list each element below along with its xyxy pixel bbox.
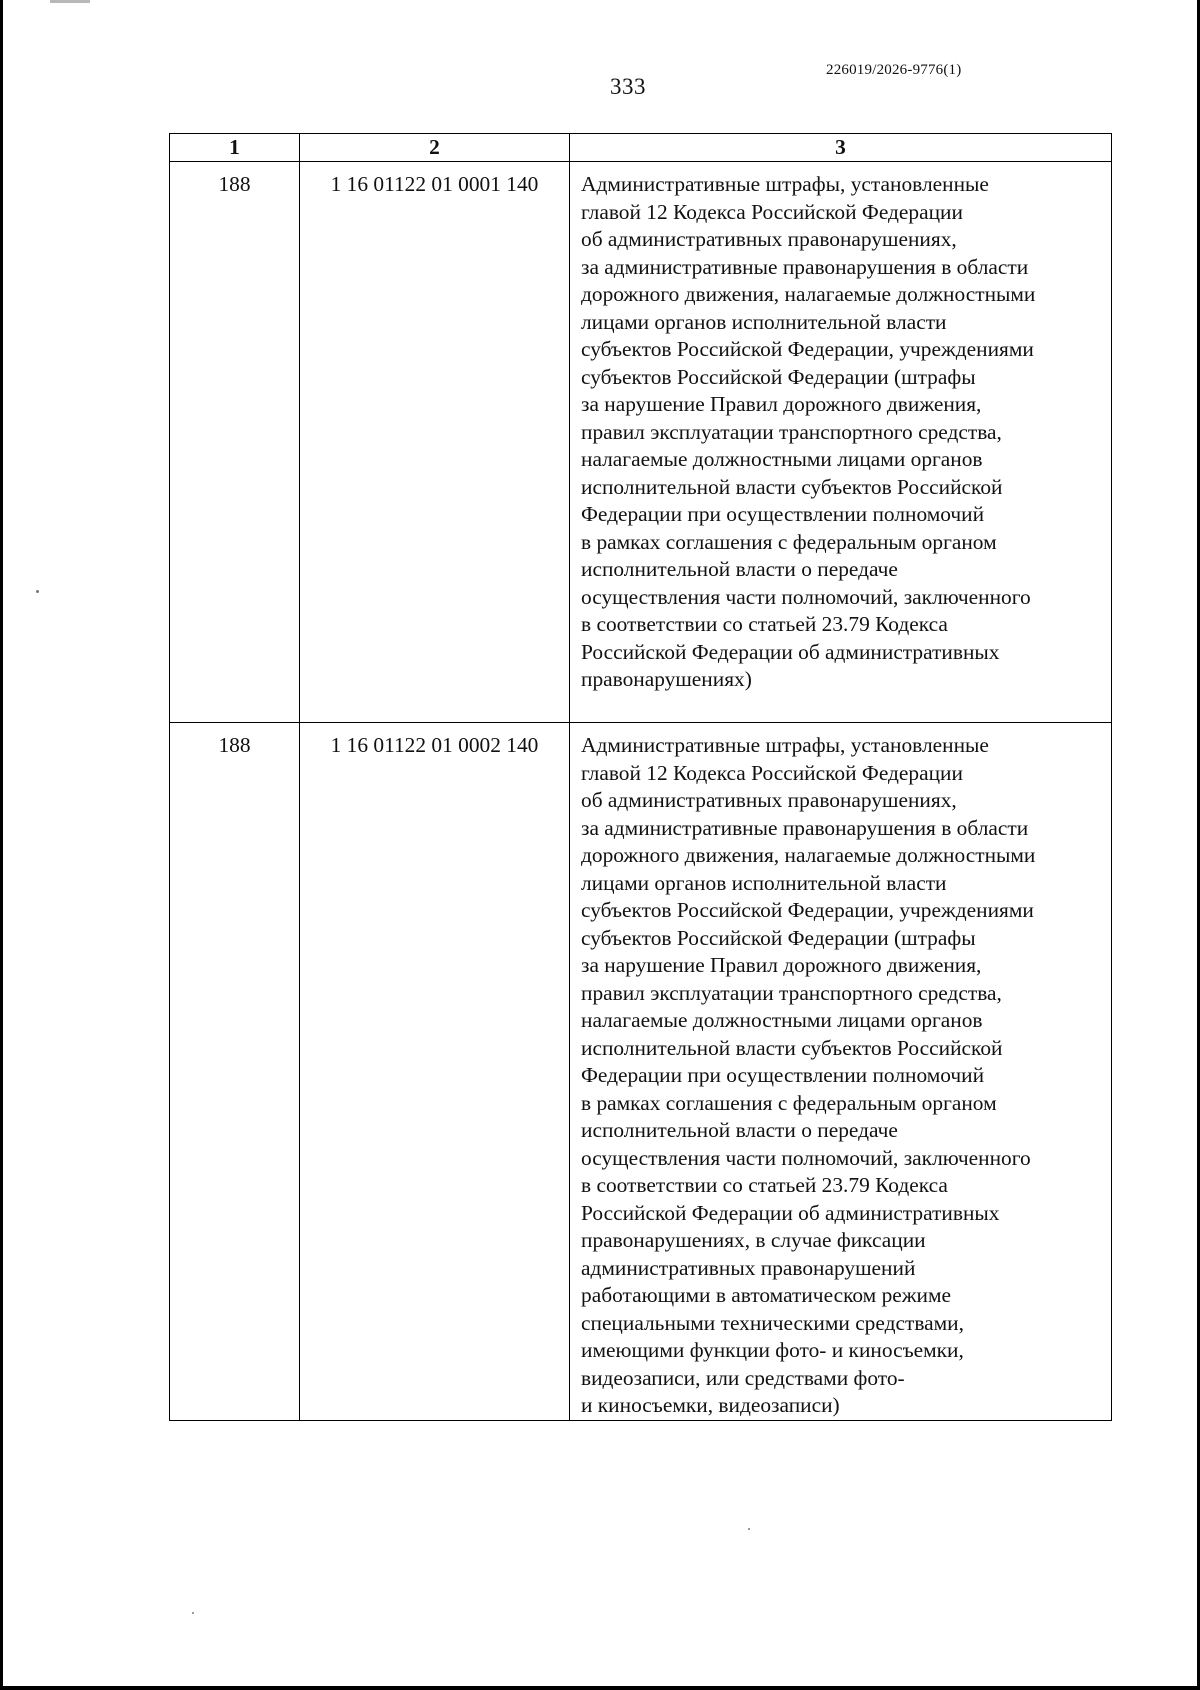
- description-line: лицами органов исполнительной власти: [581, 870, 947, 895]
- description-line: дорожного движения, налагаемые должностными: [581, 282, 1036, 306]
- description-cell: [570, 162, 1112, 723]
- column-header-1: 1: [170, 134, 300, 162]
- description-line: субъектов Российской Федерации (штрафы: [581, 925, 976, 950]
- description-line: за административные правонарушения в области: [581, 254, 1029, 279]
- description-line: в рамках соглашения с федеральным органом: [581, 529, 997, 554]
- description-line: в соответствии со статьей 23.79 Кодекса: [581, 1173, 948, 1197]
- description-line: в соответствии со статьей 23.79 Кодекса: [581, 612, 948, 636]
- table-header-row: [170, 134, 1112, 162]
- kbk-code-cell: 1 16 01122 01 0001 140: [300, 162, 570, 723]
- description-line: административных правонарушений: [581, 1255, 916, 1280]
- description-line: правонарушениях, в случае фиксации: [581, 1228, 926, 1252]
- description-line: Федерации при осуществлении полномочий: [581, 1063, 985, 1087]
- document-code: 226019/2026-9776(1): [826, 62, 962, 78]
- page-number: 333: [610, 74, 646, 99]
- table-row: [170, 723, 1112, 1421]
- description-line: налагаемые должностными лицами органов: [581, 447, 983, 471]
- scan-speck: [192, 1612, 194, 1614]
- description-line: Российской Федерации об административных: [581, 1200, 1000, 1225]
- description-line: за административные правонарушения в области: [581, 815, 1029, 840]
- description-text: [581, 732, 1105, 1420]
- description-line: в рамках соглашения с федеральным органом: [581, 1090, 997, 1115]
- description-text: [581, 171, 1105, 694]
- description-line: Российской Федерации об административных: [581, 639, 1000, 664]
- description-line: правил эксплуатации транспортного средства,: [581, 419, 1002, 444]
- description-line: налагаемые должностными лицами органов: [581, 1008, 983, 1032]
- description-line: главой 12 Кодекса Российской Федерации: [581, 199, 963, 224]
- description-line: осуществления части полномочий, заключенного: [581, 1145, 1031, 1170]
- description-line: работающими в автоматическом режиме: [581, 1283, 952, 1307]
- kbk-code-cell: 1 16 01122 01 0002 140: [300, 723, 570, 1421]
- description-line: исполнительной власти о передаче: [581, 557, 898, 581]
- scan-speck: [748, 1528, 750, 1530]
- description-line: субъектов Российской Федерации, учреждениями: [581, 337, 1034, 361]
- description-line: субъектов Российской Федерации, учреждениями: [581, 898, 1034, 922]
- description-line: дорожного движения, налагаемые должностными: [581, 843, 1036, 867]
- description-line: и киносъемки, видеозаписи): [581, 1393, 840, 1417]
- description-cell: [570, 723, 1112, 1421]
- description-line: Административные штрафы, установленные: [581, 172, 989, 196]
- document-table: [169, 133, 1112, 1421]
- description-line: имеющими функции фото- и киносъемки,: [581, 1338, 964, 1362]
- description-line: за нарушение Правил дорожного движения,: [581, 953, 982, 977]
- description-line: за нарушение Правил дорожного движения,: [581, 392, 982, 416]
- description-line: Административные штрафы, установленные: [581, 733, 989, 757]
- description-line: об административных правонарушениях,: [581, 227, 957, 251]
- column-header-3: 3: [570, 134, 1112, 162]
- description-line: правонарушениях): [581, 667, 752, 691]
- description-line: специальными техническими средствами,: [581, 1310, 964, 1335]
- description-line: главой 12 Кодекса Российской Федерации: [581, 760, 963, 785]
- description-line: исполнительной власти о передаче: [581, 1118, 898, 1142]
- description-line: Федерации при осуществлении полномочий: [581, 502, 985, 526]
- scan-speck: [36, 590, 39, 593]
- table-row: [170, 162, 1112, 723]
- description-line: видеозаписи, или средствами фото-: [581, 1365, 905, 1390]
- description-line: правил эксплуатации транспортного средства,: [581, 980, 1002, 1005]
- description-line: об административных правонарушениях,: [581, 788, 957, 812]
- description-line: исполнительной власти субъектов Российской: [581, 1035, 1003, 1060]
- description-line: исполнительной власти субъектов Российской: [581, 474, 1003, 499]
- scan-corner-mark: [50, 0, 90, 3]
- description-line: лицами органов исполнительной власти: [581, 309, 947, 334]
- description-line: субъектов Российской Федерации (штрафы: [581, 364, 976, 389]
- description-line: осуществления части полномочий, заключенного: [581, 584, 1031, 609]
- column-header-2: 2: [300, 134, 570, 162]
- admin-code-cell: 188: [170, 162, 300, 723]
- admin-code-cell: 188: [170, 723, 300, 1421]
